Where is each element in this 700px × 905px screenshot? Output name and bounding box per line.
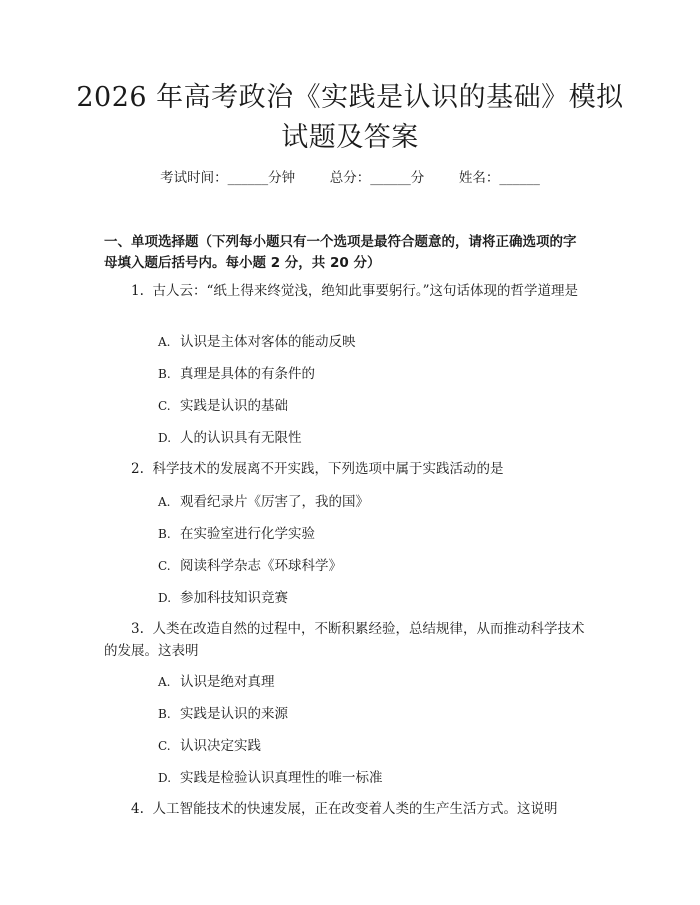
option-text: 观看纪录片《厉害了，我的国》 [180,494,369,510]
q2-option-b [158,524,315,544]
question-text: 人类在改造自然的过程中，不断积累经验，总结规律，从而推动科学技术的发展。这表明 [104,621,585,659]
option-text: 实践是认识的来源 [180,706,288,722]
q1-option-a [158,332,356,352]
q1-option-d [158,428,302,448]
option-letter: D. [158,431,172,445]
time-label: 考试时间： [160,170,228,186]
question-1-stem [104,280,596,302]
name-blank: ______ [499,170,540,186]
option-text: 参加科技知识竞赛 [180,590,288,606]
title-line-2: 试题及答案 [281,122,419,153]
q2-option-c [158,556,342,576]
question-4-stem [104,798,596,820]
question-number: 4. [131,801,144,817]
option-letter: D. [158,771,172,785]
section-heading [104,232,596,274]
q1-option-c [158,396,288,416]
exam-info-line [0,168,700,188]
q1-option-b [158,364,315,384]
question-number: 1. [131,283,144,299]
question-number: 2. [131,461,144,477]
name-label: 姓名： [458,170,500,186]
option-letter: C. [158,739,171,753]
question-text: 古人云：“纸上得来终觉浅，绝知此事要躬行。”这句话体现的哲学道理是 [152,283,579,299]
option-text: 认识是绝对真理 [180,674,275,690]
score-unit: 分 [410,170,425,186]
question-2-stem [104,458,596,480]
option-text: 在实验室进行化学实验 [180,526,315,542]
option-letter: B. [158,367,171,381]
q3-option-d [158,768,383,788]
section-heading-line-1: 一、单项选择题（下列每小题只有一个选项是最符合题意的，请将正确选项的字 [104,234,577,250]
option-text: 真理是具体的有条件的 [180,366,315,382]
option-text: 认识是主体对客体的能动反映 [180,334,356,350]
option-letter: C. [158,399,171,413]
question-number: 3. [131,621,144,637]
title-line-1: 2026 年高考政治《实践是认识的基础》模拟 [76,82,624,113]
q2-option-d [158,588,288,608]
score-blank: ______ [370,170,411,186]
option-text: 实践是认识的基础 [180,398,288,414]
option-letter: A. [158,495,171,509]
question-3-stem [104,618,596,662]
option-text: 人的认识具有无限性 [180,430,302,446]
document-title [60,78,640,158]
section-heading-line-2: 母填入题后括号内。每小题 2 分，共 20 分） [104,255,381,271]
option-letter: D. [158,591,172,605]
question-text: 科学技术的发展离不开实践，下列选项中属于实践活动的是 [152,461,504,477]
time-blank: ______ [227,170,269,186]
option-letter: A. [158,675,171,689]
option-letter: B. [158,527,171,541]
q3-option-a [158,672,275,692]
option-text: 实践是检验认识真理性的唯一标准 [180,770,383,786]
score-label: 总分： [329,170,371,186]
option-text: 阅读科学杂志《环球科学》 [180,558,342,574]
option-letter: C. [158,559,171,573]
q2-option-a [158,492,369,512]
option-letter: B. [158,707,171,721]
option-text: 认识决定实践 [180,738,261,754]
q3-option-c [158,736,261,756]
time-unit: 分钟 [268,170,296,186]
q3-option-b [158,704,288,724]
option-letter: A. [158,335,171,349]
question-text: 人工智能技术的快速发展，正在改变着人类的生产生活方式。这说明 [152,801,558,817]
